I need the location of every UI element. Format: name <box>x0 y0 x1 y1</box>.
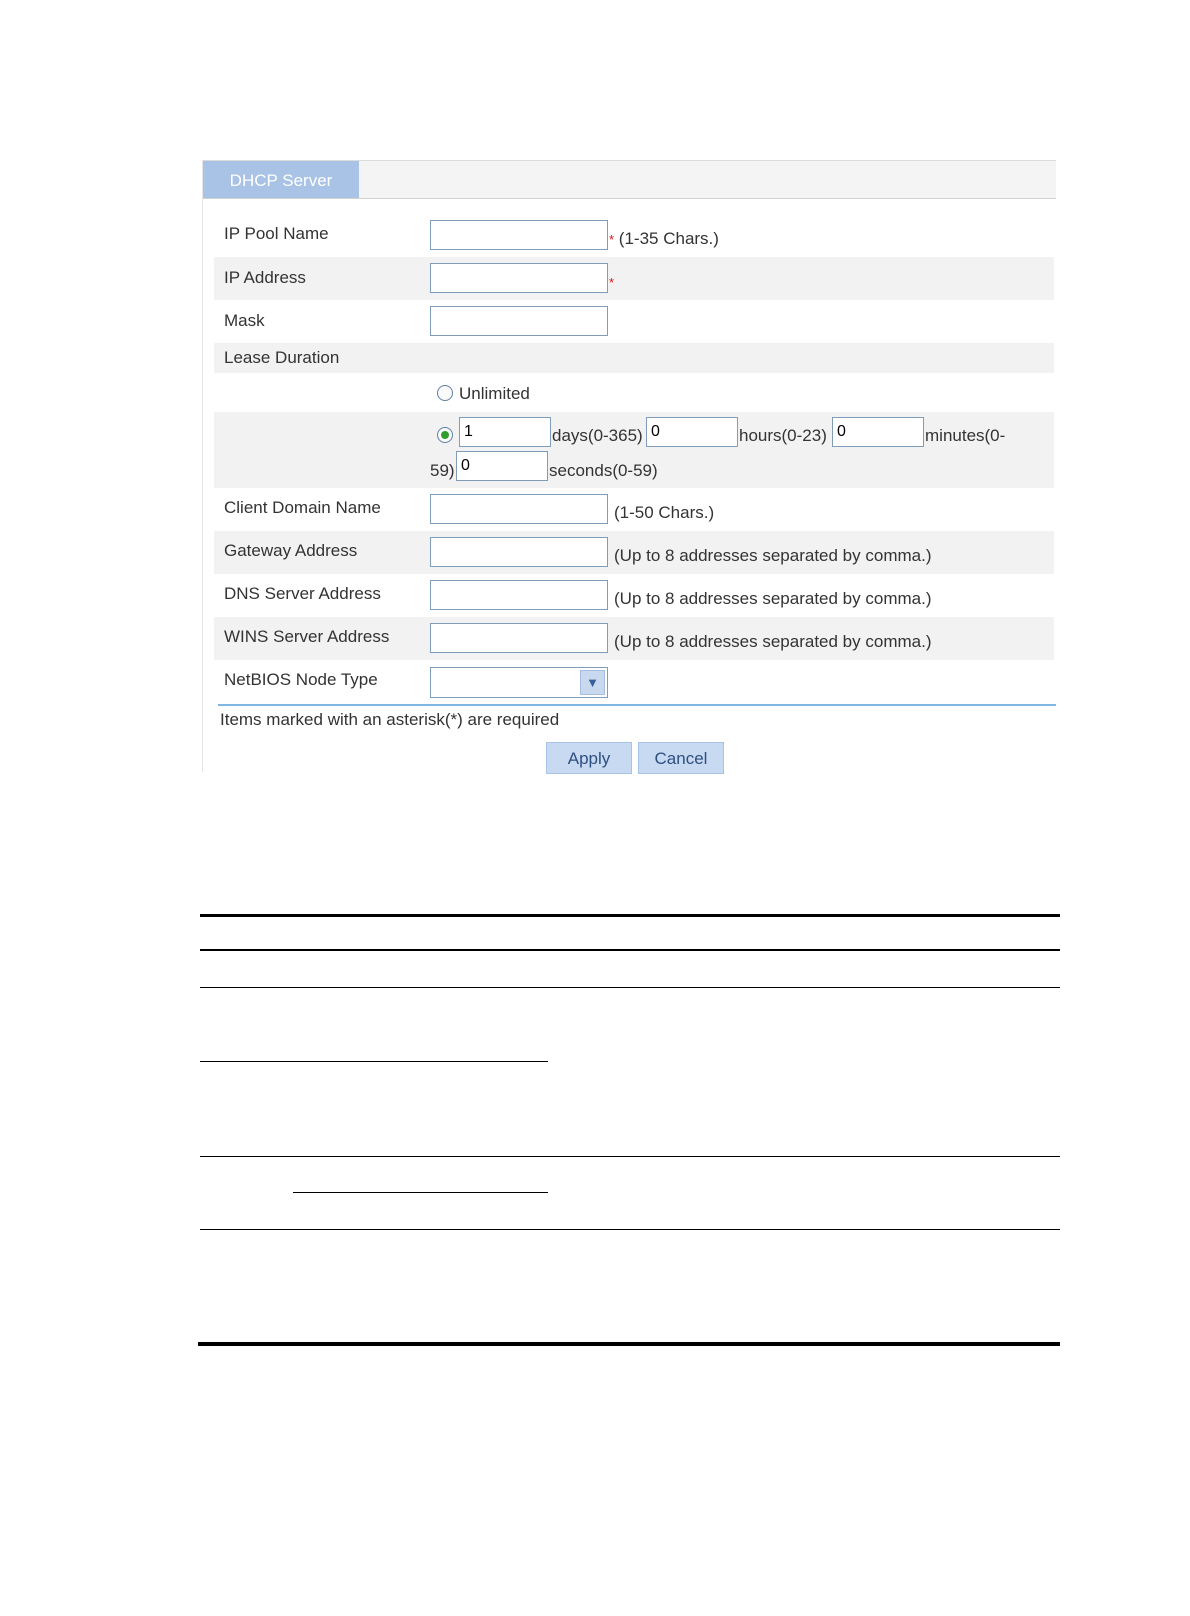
tab-dhcp-server[interactable]: DHCP Server <box>203 161 359 198</box>
row-netbios-node-type <box>214 660 1054 703</box>
required-marker: * <box>609 232 615 247</box>
cancel-button[interactable]: Cancel <box>638 742 724 774</box>
row-ip-address <box>214 257 1054 300</box>
client-domain-name-label: Client Domain Name <box>224 498 381 517</box>
hours-label: hours(0-23) <box>739 426 827 445</box>
required-note: Items marked with an asterisk(*) are required <box>220 710 560 729</box>
table-row-rule <box>293 1192 548 1193</box>
apply-button[interactable]: Apply <box>546 742 632 774</box>
seconds-label: seconds(0-59) <box>549 461 658 480</box>
table-row-rule <box>200 1229 1060 1230</box>
minutes-label: minutes(0- <box>925 426 1006 445</box>
unlimited-radio[interactable] <box>437 385 453 401</box>
minutes-label-cont: 59) <box>430 461 455 480</box>
days-input[interactable] <box>459 417 551 447</box>
ip-pool-name-hint: * (1-35 Chars.) <box>609 229 719 248</box>
chevron-down-icon[interactable]: ▼ <box>580 670 605 695</box>
wins-server-address-hint: (Up to 8 addresses separated by comma.) <box>614 632 932 651</box>
dns-server-address-hint: (Up to 8 addresses separated by comma.) <box>614 589 932 608</box>
custom-duration-radio[interactable] <box>437 427 453 443</box>
form-separator <box>218 704 1056 706</box>
lease-duration-label: Lease Duration <box>224 348 340 367</box>
gateway-address-label: Gateway Address <box>224 541 358 560</box>
days-label: days(0-365) <box>552 426 643 445</box>
table-row-rule <box>200 1061 548 1062</box>
gateway-address-input[interactable] <box>430 537 608 567</box>
table-header-rule <box>200 949 1060 951</box>
table-bottom-rule <box>198 1342 1060 1346</box>
table-top-rule <box>200 914 1060 917</box>
ip-address-required: * <box>609 275 615 290</box>
dns-server-address-input[interactable] <box>430 580 608 610</box>
dns-server-address-label: DNS Server Address <box>224 584 381 603</box>
unlimited-label: Unlimited <box>459 384 530 403</box>
mask-input[interactable] <box>430 306 608 336</box>
netbios-node-type-label: NetBIOS Node Type <box>224 670 378 689</box>
table-row-rule <box>200 987 1060 988</box>
seconds-input[interactable] <box>456 451 548 481</box>
client-domain-name-hint: (1-50 Chars.) <box>614 503 715 522</box>
gateway-address-hint: (Up to 8 addresses separated by comma.) <box>614 546 932 565</box>
ip-address-label: IP Address <box>224 268 306 287</box>
ip-pool-name-input[interactable] <box>430 220 608 250</box>
ip-pool-name-label: IP Pool Name <box>224 224 329 243</box>
tab-bar <box>203 160 1056 199</box>
netbios-node-type-select[interactable] <box>430 667 608 698</box>
minutes-input[interactable] <box>832 417 924 447</box>
row-lease-duration <box>214 343 1054 373</box>
wins-server-address-input[interactable] <box>430 623 608 653</box>
wins-server-address-label: WINS Server Address <box>224 627 390 646</box>
client-domain-name-input[interactable] <box>430 494 608 524</box>
table-row-rule <box>200 1156 1060 1157</box>
ip-address-input[interactable] <box>430 263 608 293</box>
row-mask <box>214 300 1054 343</box>
hours-input[interactable] <box>646 417 738 447</box>
mask-label: Mask <box>224 311 265 330</box>
